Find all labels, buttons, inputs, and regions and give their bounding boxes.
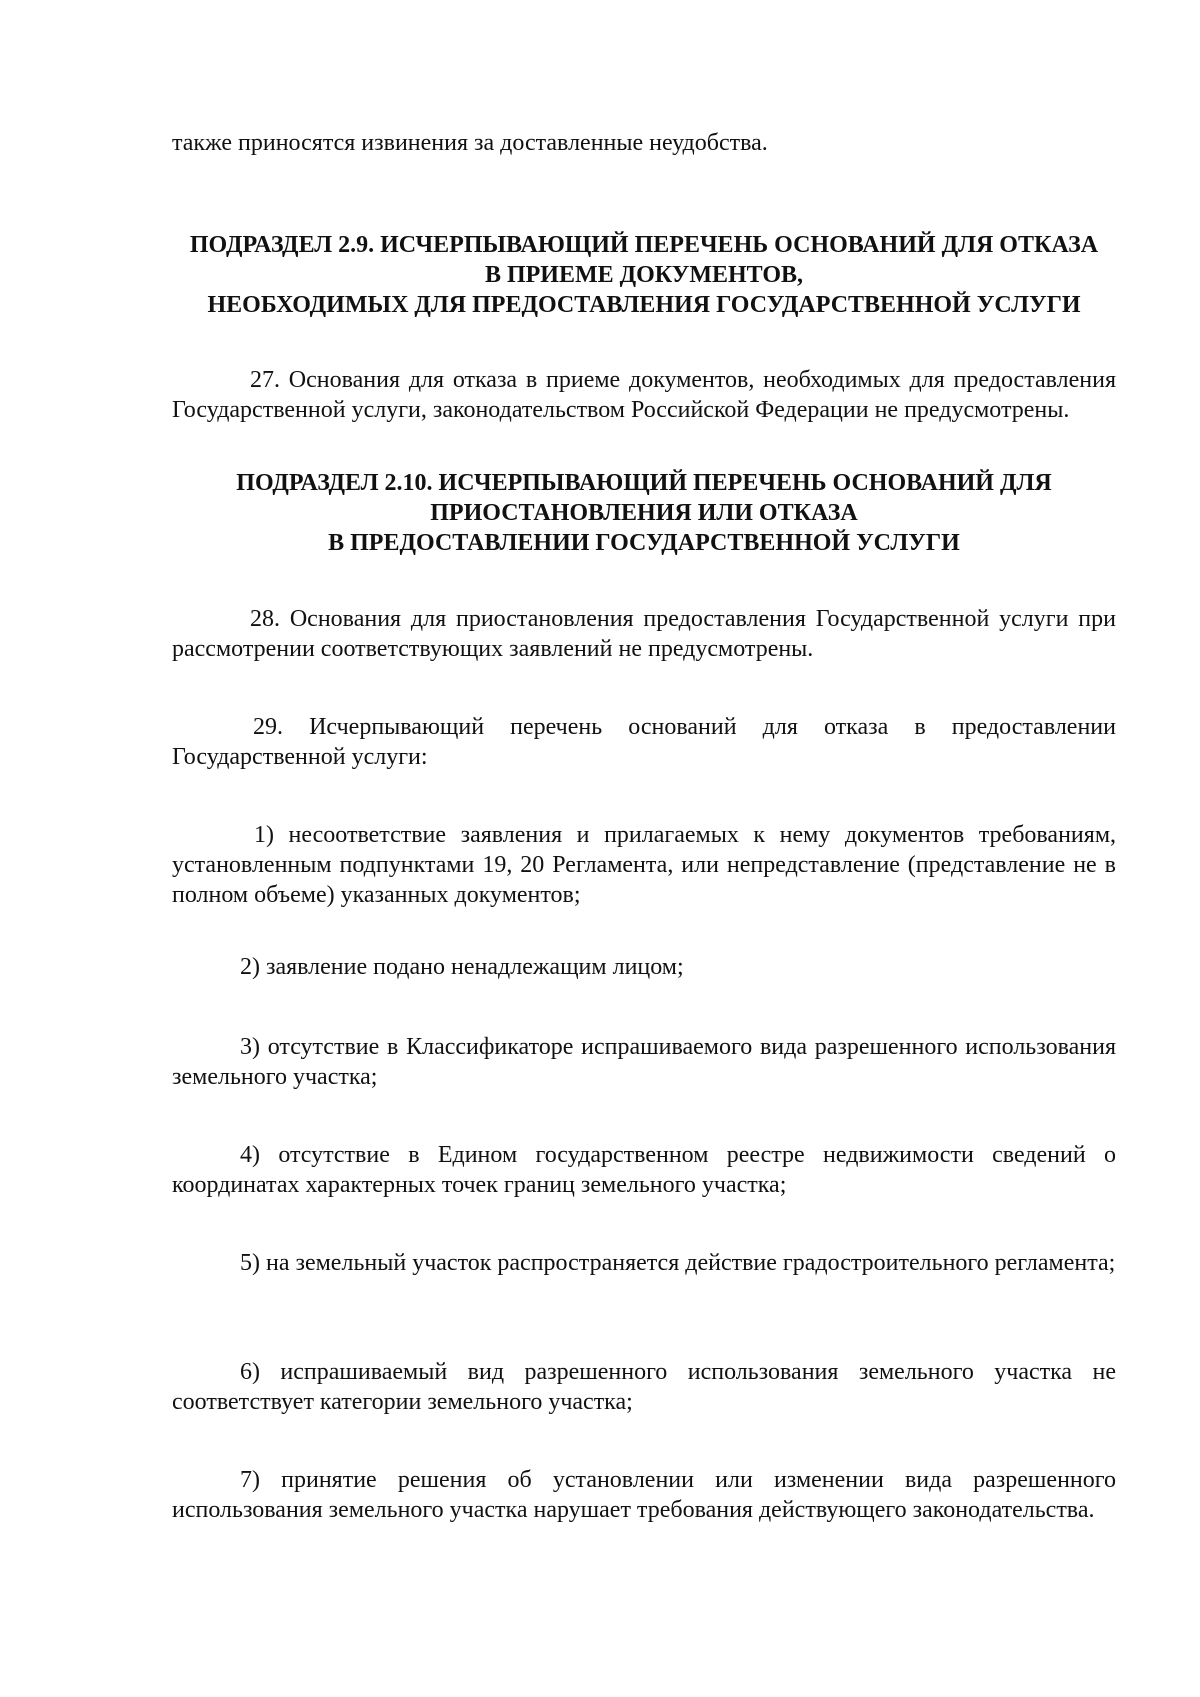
section-2-10-heading	[172, 468, 1116, 558]
heading-line: ПОДРАЗДЕЛ 2.9. ИСЧЕРПЫВАЮЩИЙ ПЕРЕЧЕНЬ ОСНОВАНИЙ ДЛЯ ОТКАЗА	[189, 232, 1099, 258]
list-item-7: 7) принятие решения об установлении или изменении вида разрешенного использования земельного участка нарушает требования действующего законодательства.	[172, 1467, 1116, 1523]
paragraph-29: 29. Исчерпывающий перечень оснований для отказа в предоставлении Государственной услуги:	[172, 714, 1116, 770]
heading-line: ПОДРАЗДЕЛ 2.10. ИСЧЕРПЫВАЮЩИЙ ПЕРЕЧЕНЬ ОСНОВАНИЙ ДЛЯ	[236, 470, 1052, 496]
section-2-9-heading	[172, 230, 1116, 320]
list-item-6: 6) испрашиваемый вид разрешенного использования земельного участка не соответствует категории земельного участка;	[172, 1359, 1116, 1415]
heading-line: НЕОБХОДИМЫХ ДЛЯ ПРЕДОСТАВЛЕНИЯ ГОСУДАРСТВЕННОЙ УСЛУГИ	[207, 292, 1081, 318]
list-item-2: 2) заявление подано ненадлежащим лицом;	[240, 954, 684, 980]
paragraph-27: 27. Основания для отказа в приеме документов, необходимых для предоставления Государственной услуги, законодательством Российской Федерации не предусмотрены.	[172, 367, 1116, 423]
list-item-1: 1) несоответствие заявления и прилагаемых к нему документов требованиям, установленным подпунктами 19, 20 Регламента, или непредставление (представление не в полном объеме) указанных документов;	[172, 822, 1116, 908]
paragraph-28: 28. Основания для приостановления предоставления Государственной услуги при рассмотрении соответствующих заявлений не предусмотрены.	[172, 606, 1116, 662]
intro-paragraph: также приносятся извинения за доставленные неудобства.	[172, 130, 768, 156]
heading-line: В ПРЕДОСТАВЛЕНИИ ГОСУДАРСТВЕННОЙ УСЛУГИ	[328, 530, 960, 556]
list-item-5: 5) на земельный участок распространяется действие градостроительного регламента;	[240, 1250, 1116, 1276]
list-item-3: 3) отсутствие в Классификаторе испрашиваемого вида разрешенного использования земельного участка;	[172, 1034, 1116, 1090]
heading-line: В ПРИЕМЕ ДОКУМЕНТОВ,	[484, 262, 804, 288]
heading-line: ПРИОСТАНОВЛЕНИЯ ИЛИ ОТКАЗА	[430, 500, 858, 526]
list-item-4: 4) отсутствие в Едином государственном реестре недвижимости сведений о координатах характерных точек границ земельного участка;	[172, 1142, 1116, 1198]
